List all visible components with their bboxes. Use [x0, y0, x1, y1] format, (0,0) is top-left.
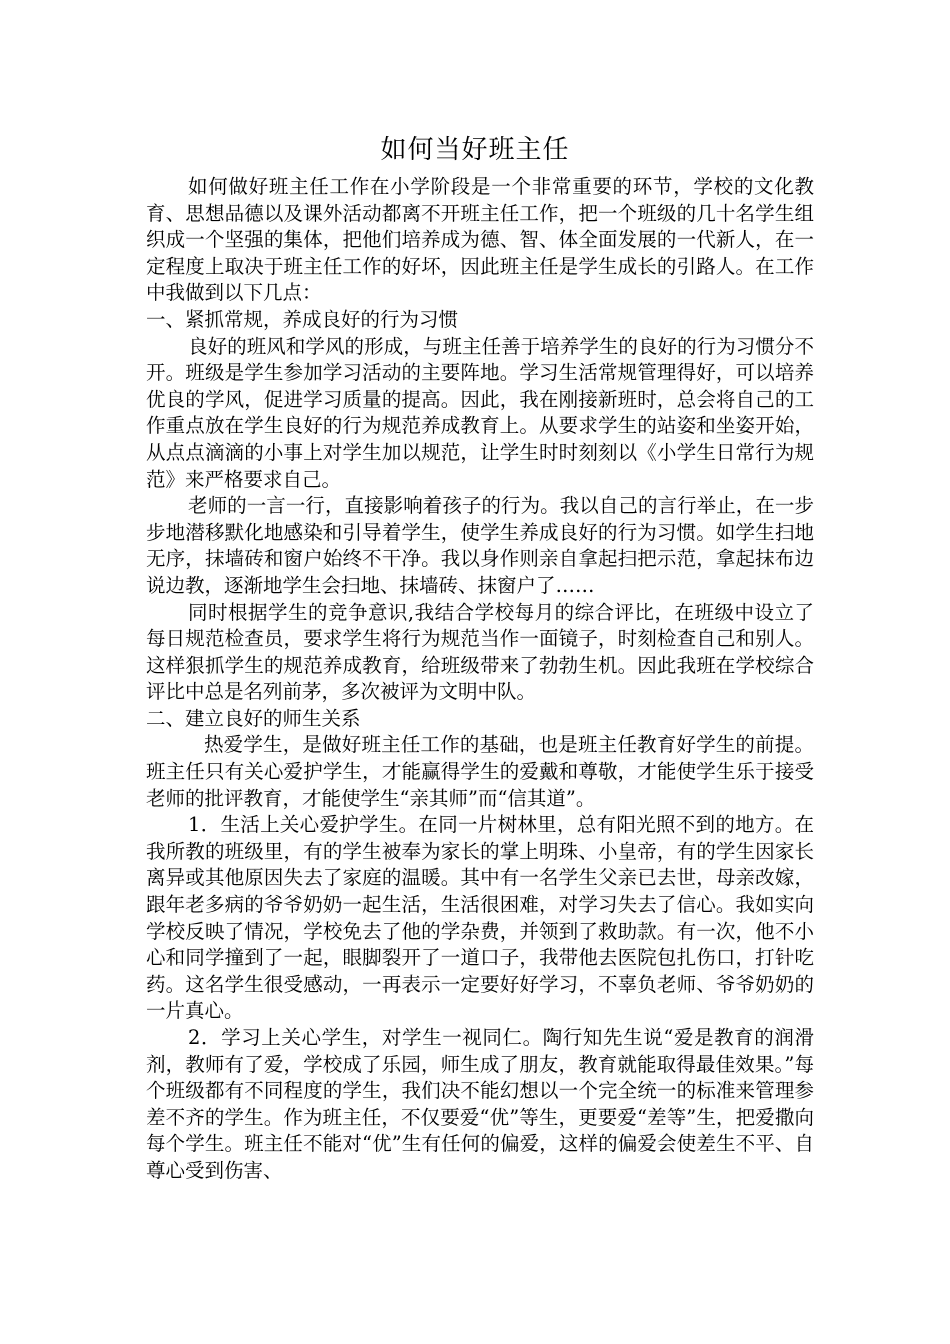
paragraph: 良好的班风和学风的形成，与班主任善于培养学生的良好的行为习惯分不开。班级是学生参加学习活动的主要阵地。学习生活常规管理得好，可以培养优良的学风，促进学习质量的提高。因此，我在刚接新班时，总会将自己的工作重点放在学生良好的行为规范养成教育上。从要求学生的站姿和坐姿开始，从点点滴滴的小事上对学生加以规范，让学生时时刻刻以《小学生日常行为规范》来严格要求自己。 [146, 334, 814, 491]
paragraph: 老师的一言一行，直接影响着孩子的行为。我以自己的言行举止，在一步步地潜移默化地感染和引导着学生，使学生养成良好的行为习惯。如学生扫地无序，抹墙砖和窗户始终不干净。我以身作则亲自拿起扫把示范，拿起抹布边说边教，逐渐地学生会扫地、抹墙砖、抹窗户了…… [146, 494, 814, 597]
paragraph: 同时根据学生的竞争意识,我结合学校每月的综合评比，在班级中设立了每日规范检查员，要求学生将行为规范当作一面镜子，时刻检查自己和别人。这样狠抓学生的规范养成教育，给班级带来了勃勃生机。因此我班在学校综合评比中总是名列前茅，多次被评为文明中队。 [146, 600, 814, 704]
paragraph: 热爱学生，是做好班主任工作的基础，也是班主任教育好学生的前提。班主任只有关心爱护学生，才能赢得学生的爱戴和尊敬，才能使学生乐于接受老师的批评教育，才能使学生“亲其师”而“信其道”。 [146, 733, 814, 810]
document-title: 如何当好班主任 [380, 135, 570, 165]
intro-paragraph: 如何做好班主任工作在小学阶段是一个非常重要的环节，学校的文化教育、思想品德以及课外活动都离不开班主任工作，把一个班级的几十名学生组织成一个坚强的集体，把他们培养成为德、智、体全面发展的一代新人，在一定程度上取决于班主任工作的好坏，因此班主任是学生成长的引路人。在工作中我做到以下几点： [146, 175, 814, 305]
numbered-paragraph-2: 2．学习上关心学生，对学生一视同仁。陶行知先生说“爱是教育的润滑剂，教师有了爱，学校成了乐园，师生成了朋友，教育就能取得最佳效果。”每个班级都有不同程度的学生，我们决不能幻想以一个完全统一的标准来管理参差不齐的学生。作为班主任，不仅要爱“优”等生，更要爱“差等”生，把爱撒向每个学生。班主任不能对“优”生有任何的偏爱，这样的偏爱会使差生不平、自尊心受到伤害、 [146, 1026, 814, 1182]
numbered-paragraph-1: 1．生活上关心爱护学生。在同一片树林里，总有阳光照不到的地方。在我所教的班级里，有的学生被奉为家长的掌上明珠、小皇帝，有的学生因家长离异或其他原因失去了家庭的温暖。其中有一名学生父亲已去世，母亲改嫁，跟年老多病的爷爷奶奶一起生活，生活很困难，对学习失去了信心。我如实向学校反映了情况，学校免去了他的学杂费，并领到了救助款。有一次，他不小心和同学撞到了一起，眼脚裂开了一道口子，我带他去医院包扎伤口，打针吃药。这名学生很受感动，一再表示一定要好好学习，不辜负老师、爷爷奶奶的一片真心。 [146, 813, 814, 1023]
section-heading-2: 二、建立良好的师生关系 [146, 706, 361, 730]
section-heading-1: 一、紧抓常规，养成良好的行为习惯 [146, 307, 459, 331]
document-body [146, 174, 814, 1185]
